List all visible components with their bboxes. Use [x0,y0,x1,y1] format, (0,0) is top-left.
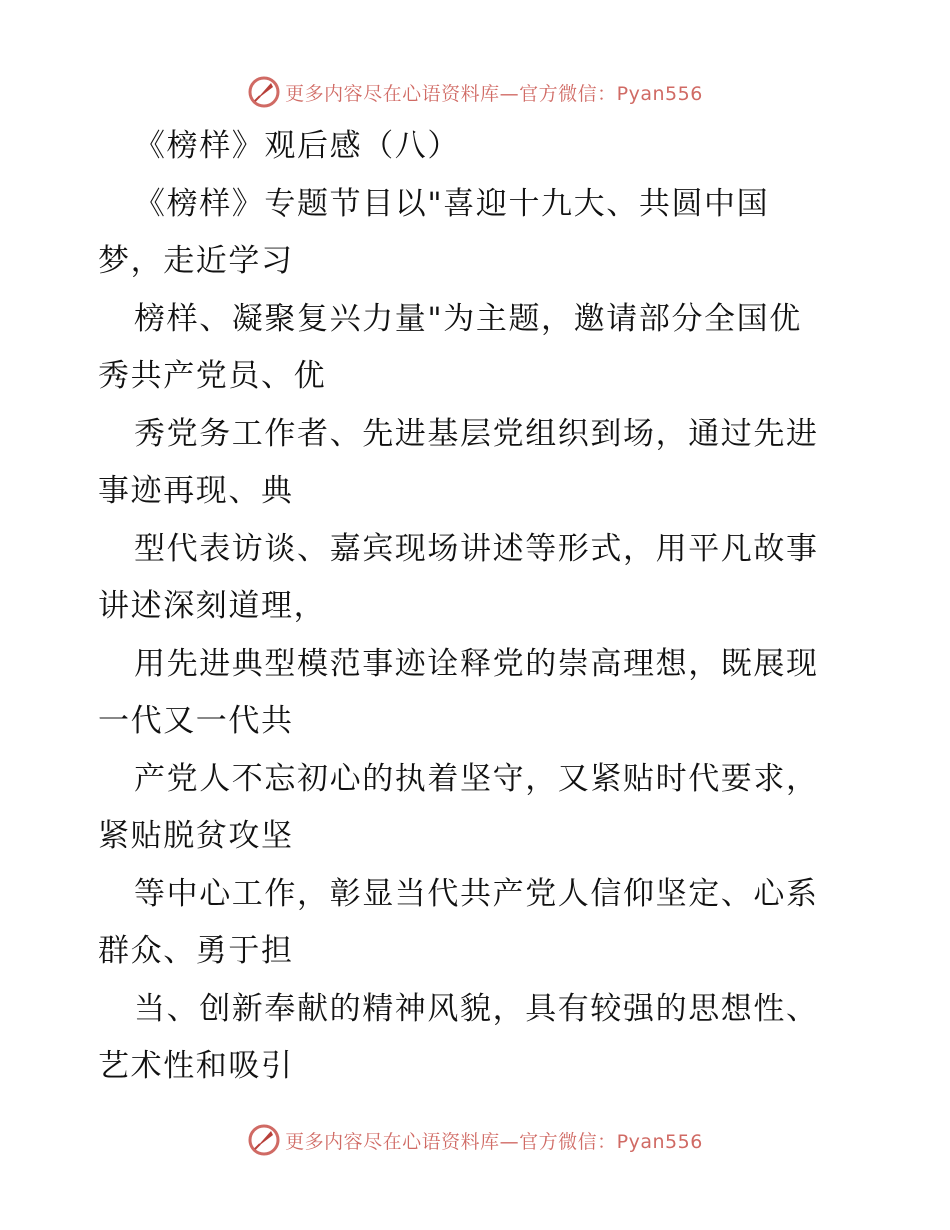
paragraph-line: 《榜样》专题节目以"喜迎十九大、共圆中国 [134,185,770,222]
paragraph-line: 秀共产党员、优 [98,358,327,394]
document-body [98,118,888,1096]
feather-quill-logo-icon [247,75,281,109]
paragraph-line: 型代表访谈、嘉宾现场讲述等形式，用平凡故事 [134,530,819,567]
paragraph-line: 秀党务工作者、先进基层党组织到场，通过先进 [134,415,819,452]
paragraph-line: 事迹再现、典 [98,473,294,509]
paragraph-line: 产党人不忘初心的执着坚守，又紧贴时代要求， [134,760,819,797]
footer-watermark [0,1120,950,1160]
paragraph-line: 当、创新奉献的精神风貌，具有较强的思想性、 [134,990,819,1027]
paragraph-line: 群众、勇于担 [98,933,294,969]
paragraph-line: 用先进典型模范事迹诠释党的崇高理想，既展现 [134,645,819,682]
watermark-text: 更多内容尽在心语资料库—官方微信：Pyan556 [285,1130,703,1153]
paragraph-line: 讲述深刻道理， [98,588,327,624]
feather-quill-logo-icon [247,1123,281,1157]
header-watermark [0,72,950,112]
paragraph-line: 一代又一代共 [98,703,294,739]
paragraph-line: 榜样、凝聚复兴力量"为主题，邀请部分全国优 [134,300,802,337]
paragraph-line: 等中心工作，彰显当代共产党人信仰坚定、心系 [134,875,819,912]
watermark-text: 更多内容尽在心语资料库—官方微信：Pyan556 [285,82,703,105]
paragraph-line: 艺术性和吸引 [98,1048,294,1084]
paragraph-line: 紧贴脱贫攻坚 [98,818,294,854]
document-title: 《榜样》观后感（八） [134,128,460,164]
paragraph-line: 梦，走近学习 [98,243,294,279]
